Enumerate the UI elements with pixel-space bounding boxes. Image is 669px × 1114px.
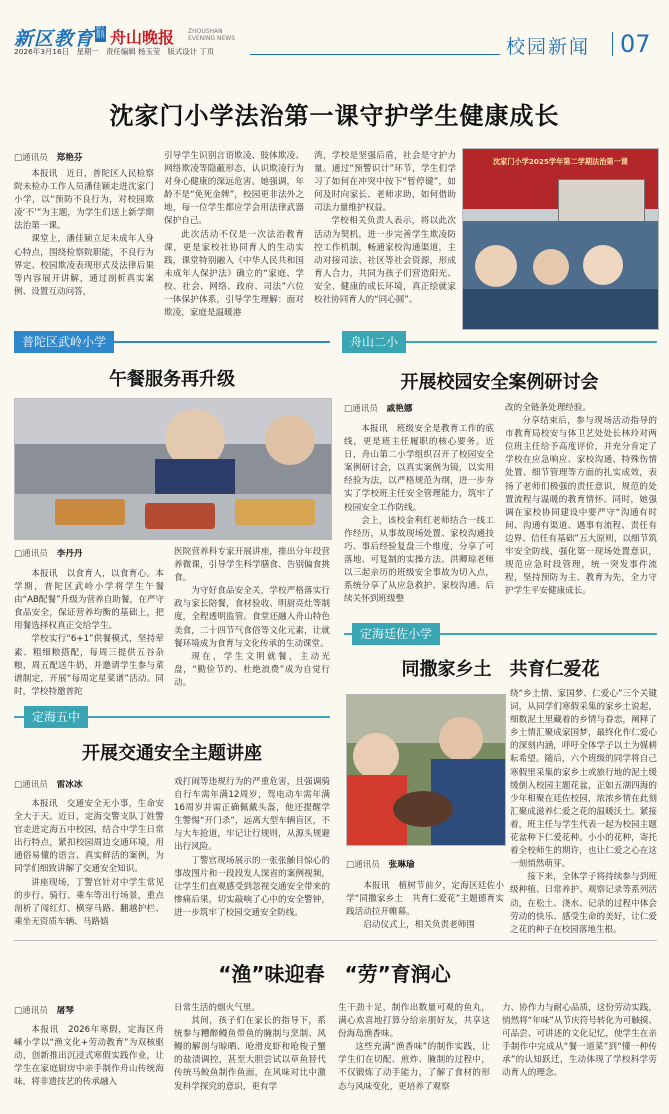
lunch-article-col2 [174, 546, 330, 690]
top-col2-p2: 此次活动不仅是一次法治教育课，更是家校社协同育人的生动实践，课堂特别融入《中华人民共和国未成年人保护法》确立的“家庭、学校、社会、网络、政府、司法”六位一体保护体系，引导学生理解：面对欺凌，家庭是温暖港 [164, 229, 304, 319]
top-article-col2 [164, 150, 304, 320]
byline-label: □通讯员 [14, 780, 48, 790]
love-right-p1: 绕“乡土情、家国梦、仁爱心”三个关键词，从同学们寒假采集的家乡土说起，细数泥土里藏着的乡情与眷恋，阐释了乡土情汇聚成家国梦，最终化作仁爱心的深刻内涵，呼吁全体学子以土为媒耕耘希望。随后，六个班级的同学将自己寒假里采集的家乡土或旅行地的泥土缓缓倒入校园主题花盆，正如五湖四海的少年相聚在廷佐校园，浓浓乡情在此刻汇聚成滋养仁爱之花的温暖沃土。紧接着，班主任与学生代表一起为校园主题花盆种下仁爱花种。小小的花种，寄托着全校师生的期许，也让仁爱之心在这一刻悄然萌芽。 [510, 689, 657, 870]
masthead-rule [250, 54, 500, 55]
byline-name: 张琳瑜 [388, 860, 415, 870]
love-article-photo [346, 694, 506, 846]
traffic-section-tag-row [14, 706, 330, 728]
lunch-section-tag-row [14, 331, 330, 353]
safety-section-tag: 舟山二小 [342, 331, 406, 353]
traffic-article-title: 开展交通安全主题讲座 [82, 743, 262, 764]
byline-label: □通讯员 [346, 860, 380, 870]
spring-col3-p1: 生干劲十足，制作出数量可观的鱼丸，满心欢喜地打算分给亲朋好友，共享这份海岛渔香味。 [338, 1003, 490, 1040]
traffic-col2-p2: 丁警官现场展示的一张张触目惊心的事故图片和一段段发人深省的案例视频，让学生们直观感受到忽视交通安全带来的惨痛后果，切实敲响了心中的安全警钟，进一步筑牢了校园交通安全防线。 [174, 855, 330, 918]
safety-article-title: 开展校园安全案例研讨会 [400, 372, 599, 393]
page-section-divider [612, 32, 613, 56]
spring-col1-p1: 本报讯 2026年寒假，定海区舟嵊小学以“渔文化+劳动教育”为双核驱动，创新推出沉浸式寒假实践作业，让学生在家庭厨房中亲手制作舟山传统海味，将非遗技艺的传承融入 [14, 1025, 164, 1088]
top-col1-p1: 本报讯 近日，普陀区人民检察院未检办工作人员潘佳颖走进沈家门小学，以“预防不良行为，对校园欺凌‘不’”为主题，为学生们送上新学期法治第一课。 [14, 169, 154, 232]
spring-col2-p2: 其间，孩子们在家长的指导下，系统参与糟醉鳗鱼带鱼的腌制与烹制、风鳗的解剖与晾晒、呛滑皮虾和呛梭子蟹的盐渍调控，甚至大胆尝试以草鱼替代传统马鲛鱼制作鱼面，在风味对比中激发科学探究的意识，更有学 [174, 1016, 326, 1092]
safety-col2-p1: 改的全链条处理经验。 [505, 403, 591, 413]
page-number: 07 [620, 30, 651, 58]
lunch-article-photo [14, 398, 332, 540]
spring-col3-p2: 这些充满“渔香味”的制作实践，让学生们在切配、煎炸、腌制的过程中，不仅锻炼了动手能力，了解了食材的形态与风味变化，更培养了观察 [338, 1042, 490, 1092]
traffic-article-byline [14, 778, 82, 790]
byline-label: □通讯员 [14, 1006, 48, 1016]
lunch-article-byline [14, 547, 82, 559]
love-article-byline [346, 858, 414, 870]
paper-brand-en: ZHOUSHAN EVENING NEWS [188, 28, 236, 42]
lunch-col2-p1: 医院营养科专家开展讲座，推出分年段营养微课，引导学生科学膳食、告别偏食挑食。 [174, 547, 330, 584]
lunch-col2-p2: 为守好食品安全关，学校严格落实行政与家长陪餐，食材验收、明厨亮灶等制度，全程透明监管。食堂还融入舟山特色美食，二十四节气食俗等文化元素，让就餐环境成为食育与文化传承的生动课堂。 [174, 586, 330, 649]
spring-article-rule [14, 940, 657, 941]
love-article-col-left [346, 880, 504, 932]
top-article-title: 沈家门小学法治第一课守护学生健康成长 [109, 102, 560, 130]
lunch-col2-p3: 现在，学生文明就餐，主动光盘，“勤俭节约、杜绝浪费”成为自觉行动。 [174, 651, 330, 688]
top-article-byline [14, 151, 82, 163]
traffic-article-col1 [14, 798, 164, 929]
top-col3-p2: 学校相关负责人表示，将以此次活动为契机，进一步完善学生欺凌防控工作机制，畅通家校沟通渠道，主动对接司法、社区等社会资源，形成育人合力，共同为孩子们营造阳光、安全、健康的成长环境，真正绘就家校社协同育人的“同心圆”。 [314, 216, 456, 306]
spring-article-col1 [14, 1024, 164, 1089]
photo-banner-text: 沈家门小学2025学年第二学期法治第一课 [492, 157, 628, 166]
byline-label: □通讯员 [344, 404, 378, 414]
top-col1-p2: 课堂上，潘佳颖立足未成年人身心特点，围绕检察院职能，不良行为界定、校园欺凌表现形式及法律后果等内容展开讲解，通过剖析真实案例、设置互动问答， [14, 234, 154, 297]
top-article-col3 [314, 150, 456, 307]
love-left-p2: 启动仪式上，相关负责老师围 [363, 920, 475, 931]
spring-article-col2 [174, 1002, 326, 1094]
byline-name: 李丹丹 [56, 549, 83, 559]
safety-section-tag-row [342, 331, 657, 353]
safety-col1-p1: 本报讯 班级安全是教育工作的底线，更是班主任履职的核心要务。近日，舟山第二小学组织召开了校园安全案例研讨会，以真实案例为镜，以实用经验为法，以严格规范为纲，进一步夯实了学校班主任安全管理能力，筑牢了校园安全工作防线。 [344, 424, 494, 513]
spring-article-col3 [338, 1002, 490, 1094]
byline-name: 屠琴 [56, 1006, 74, 1016]
traffic-section-tag: 定海五中 [24, 706, 88, 728]
spring-article-byline [14, 1004, 74, 1016]
byline-label: □通讯员 [14, 549, 48, 559]
safety-article-col1 [344, 423, 494, 606]
top-col3-p1: 湾，学校是坚强后盾，社会是守护力量。通过“预警识计”环节，学生们学习了如何在冲突中按下“暂停键”，如何及时向家长、老师求助，如何借助司法力量维护权益。 [314, 151, 456, 214]
traffic-article-col2 [174, 776, 330, 920]
byline-label: □通讯员 [14, 153, 48, 163]
top-col2-p1: 引导学生识别言语欺凌、肢体欺凌、网络欺凌等隐蔽形态，认识欺凌行为对身心健康的深远危害。她强调，年龄不是“免死金牌”，校园更非法外之地，每一位学生都应学会用法律武器保护自己。 [164, 151, 304, 227]
spring-article-col4 [502, 1002, 657, 1081]
love-section-tag-row [344, 623, 657, 645]
section-logo-sub: 新区教育周刊 [96, 26, 105, 41]
lunch-col1-p2: 学校实行“6+1”供餐模式，坚持荤素、粗细粮搭配，每周三提供五谷杂粮，周五配送牛奶，并邀请学生参与菜谱制定，开展“每周定星菜谱”活动。同时，学校特邀普陀 [14, 634, 164, 697]
paper-brand-logo: 舟山晚报 [110, 28, 175, 47]
love-section-tag: 定海廷佐小学 [352, 623, 440, 645]
section-logo: 新区教育 [14, 28, 95, 50]
lunch-article-col1 [14, 568, 164, 699]
top-article-col1 [14, 168, 154, 299]
traffic-col2-p1: 戏打闹等违规行为的严重危害，且强调骑自行车需年满12周岁，驾电动车需年满16周岁并需正确佩戴头盔，他还提醒学生警惕“开门杀”，远离大型车辆盲区，不与大车抢道，牢记让行规则，从源头规避出行风险。 [174, 777, 330, 853]
love-right-p2: 接下来，全体学子将持续参与到班级种植、日常养护、观察记录等系列活动，在松土、浇水、记录的过程中体会劳动的快乐、感受生命的美好，让仁爱之花的种子在校园落地生根。 [510, 872, 657, 935]
date-line: 2026年3月16日 星期一 责任编辑 杨玉莹 版式设计 丁页 [14, 47, 215, 56]
safety-article-byline [344, 402, 412, 414]
spring-col4-p1: 力、协作力与耐心品质，这份劳动实践，悄然将“年味”从节庆符号转化为可触摸、可品尝、可讲述的文化记忆，使学生在亲手制作中完成从“餐一道菜”到“懂一种传承”的认知跃迁，生动体现了学校科学劳动育人的理念。 [502, 1003, 657, 1079]
byline-name: 郑艳芬 [56, 153, 83, 163]
lunch-section-tag: 普陀区武岭小学 [14, 331, 114, 353]
love-article-title: 同撒家乡土 共育仁爱花 [401, 659, 600, 680]
spring-article-title: “渔”味迎春 “劳”育润心 [218, 962, 451, 986]
traffic-col1-p1: 本报讯 交通安全无小事，生命安全大于天。近日，定海交警支队丁姓警官走进定海五中校园，结合中学生日常出行特点，紧扣校园周边交通环境，用通俗易懂的语言、真实鲜活的案例，为同学们细致讲解了交通安全知识。 [14, 799, 164, 875]
byline-name: 戚艳娜 [386, 404, 413, 414]
love-article-col-right [510, 688, 657, 937]
safety-col2-p2: 分享结束后，参与现场活动指导的市教育局校安与体卫艺处处长林玲对两位班主任给予高度评价，并充分肯定了学校在应急响应、家校沟通、特殊伤情处置、细节管理等方面的扎实成效，表扬了老师们极强的责任意识，规范的处置流程与温暖的教育情怀。同时，她强调在家校协同建设中要严守“沟通有时间、沟通有渠道、遇事有流程、责任有边界、信任有基础”五大原则，以细节筑牢安全防线，强化第一现场处置意识，规范应急时段管理，统一突发事件流程，坚持预防为主、教育为先，全力守护学生平安健康成长。 [505, 416, 657, 597]
safety-article-col2 [505, 402, 657, 598]
traffic-col1-p2: 讲座现场，丁警官针对中学生常见的步行、骑行、乘车等出行场景，重点剖析了闯红灯、横穿马路、翻越护栏、乘坐无资质车辆、马路嬉 [14, 877, 164, 927]
byline-name: 雷冰冰 [56, 780, 83, 790]
love-left-p1: 本报讯 植树节前夕，定海区廷佐小学“同撒家乡土 共育仁爱花”主题德育实践活动拉开帷幕。 [346, 881, 504, 918]
top-article-photo [462, 148, 659, 330]
lunch-article-title: 午餐服务再升级 [109, 369, 235, 390]
safety-col1-p2: 会上，该校金利红老师结合一线工作经历，从事故现场处置、家校沟通技巧、事后经验复盘三个维度，分享了可落地、可复制的实操方法。洪卿琼老师以三起亲历的班级安全事故为切入点，系统分享了从应急救护、家校沟通、后续关怀到班级整 [344, 515, 494, 605]
lunch-col1-p1: 本报讯 以食育人，以食育心。本学期，普陀区武岭小学将学生午餐由“AB配餐”升级为营养自助餐，在严守食品安全，保证营养均衡的基础上，把用餐选择权真正交给学生。 [14, 569, 164, 632]
masthead [0, 0, 669, 62]
spring-col2-p1: 日常生活的烟火气里。 [174, 1003, 260, 1013]
page-section-title: 校园新闻 [506, 36, 591, 58]
